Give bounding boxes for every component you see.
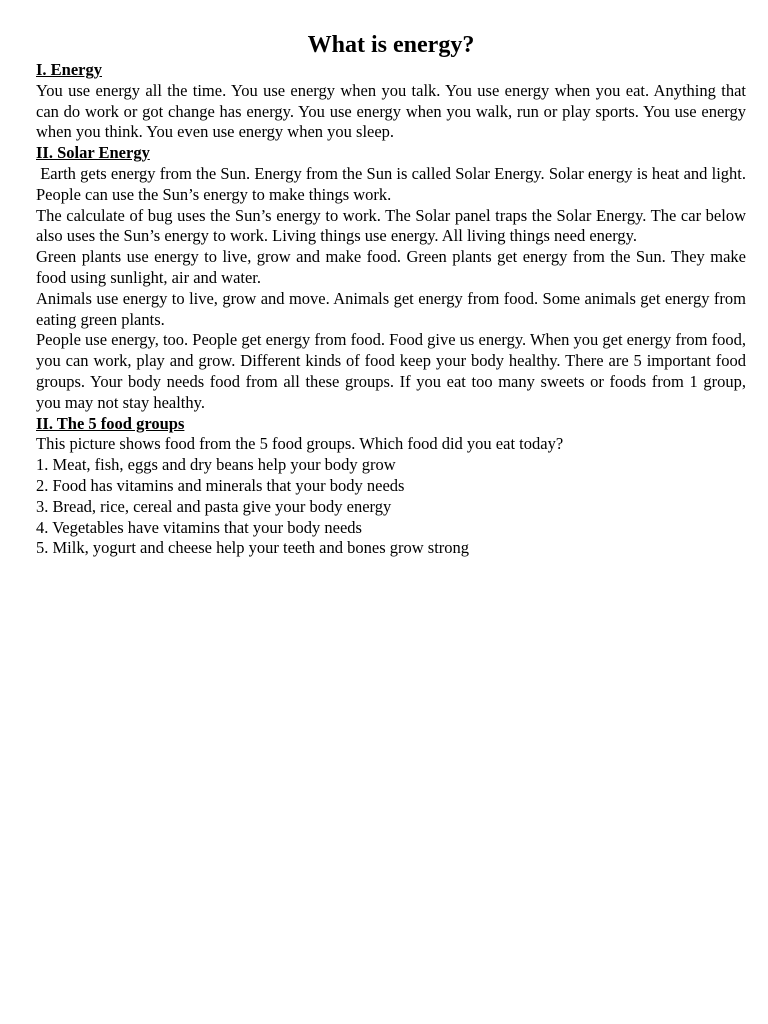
document-page <box>36 30 746 559</box>
list-item: 1. Meat, fish, eggs and dry beans help your body grow <box>36 455 396 475</box>
section-heading-energy: I. Energy <box>36 60 102 79</box>
section-heading-food-groups: II. The 5 food groups <box>36 413 185 433</box>
paragraph: Green plants use energy to live, grow and make food. Green plants get energy from the Sun. They make food using sunlight, air and water. <box>36 247 746 287</box>
section-food-groups <box>36 414 746 560</box>
section-solar-energy <box>36 143 746 413</box>
page-title: What is energy? <box>307 32 475 58</box>
paragraph: Earth gets energy from the Sun. Energy from the Sun is called Solar Energy. Solar energy is heat and light. People can use the Sun’s energy to make things work. <box>36 163 746 204</box>
list-item: 2. Food has vitamins and minerals that your body needs <box>36 475 405 495</box>
section-energy <box>36 60 746 143</box>
paragraph: People use energy, too. People get energy from food. Food give us energy. When you get energy from food, you can work, play and grow. Different kinds of food keep your body healthy. There are 5 important food groups. Your body needs food from all these groups. If you eat too many sweets or foods from 1 group, you may not stay healthy. <box>36 330 746 412</box>
list-item: 5. Milk, yogurt and cheese help your teeth and bones grow strong <box>36 538 470 558</box>
food-groups-intro: This picture shows food from the 5 food groups. Which food did you eat today? <box>36 434 564 454</box>
list-item: 3. Bread, rice, cereal and pasta give your body energy <box>36 496 392 516</box>
paragraph: Animals use energy to live, grow and move. Animals get energy from food. Some animals get energy from eating green plants. <box>36 288 746 329</box>
food-groups-list <box>36 455 746 559</box>
paragraph: You use energy all the time. You use energy when you talk. You use energy when you eat. Anything that can do work or got change has energy. You use energy when you walk, run or play sports. You use energy when you think. You even use energy when you sleep. <box>36 80 746 142</box>
list-item: 4. Vegetables have vitamins that your body needs <box>36 517 362 537</box>
section-heading-solar-energy: II. Solar Energy <box>36 143 150 163</box>
paragraph: The calculate of bug uses the Sun’s energy to work. The Solar panel traps the Solar Energy. The car below also uses the Sun’s energy to work. Living things use energy. All living things need energy. <box>36 205 746 246</box>
